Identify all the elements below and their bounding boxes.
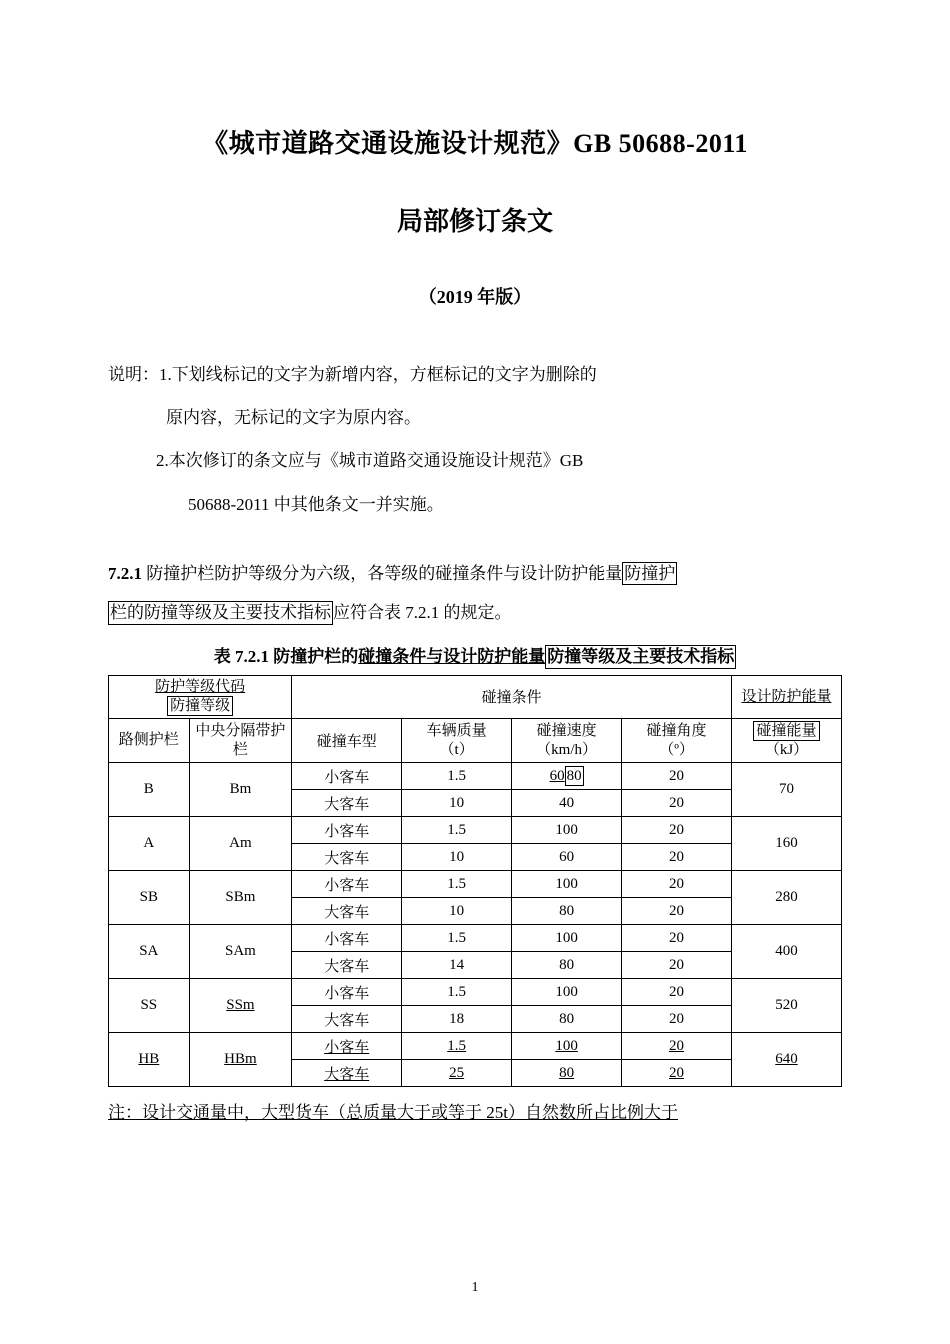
table-footnote: 注：设计交通量中，大型货车（总质量大于或等于 25t）自然数所占比例大于 [108,1103,678,1123]
header-collision-angle [622,719,732,763]
header-design-energy-inserted: 设计防护能量 [741,688,832,705]
clause-number: 7.2.1 [108,564,142,584]
cell-vehicle-mass: 1.5 [402,763,512,790]
header-vehicle-mass [402,719,512,763]
collision-conditions-table [108,675,842,1088]
table-header-row-2 [109,719,842,763]
cell-design-energy: 520 [731,979,841,1033]
cell-vehicle-mass: 1.5 [402,979,512,1006]
cell-median-level: Bm [189,763,292,817]
cell-collision-angle: 20 [622,871,732,898]
clause-text-part2: 应符合表 7.2.1 的规定。 [333,603,512,623]
cell-collision-speed: 80 [512,1006,622,1033]
cell-vehicle-mass: 10 [402,790,512,817]
cell-collision-speed: 40 [512,790,622,817]
cell-collision-speed: 100 [512,979,622,1006]
cell-collision-angle: 20 [622,1060,732,1087]
page-number: 1 [471,1280,479,1295]
cell-vehicle-type: 小客车 [292,979,402,1006]
header-collision-speed-line2: （km/h） [536,741,597,758]
cell-design-energy: 70 [731,763,841,817]
table-row [109,979,842,1006]
table-caption-inserted: 碰撞条件与设计防护能量 [358,647,546,667]
cell-collision-angle: 20 [622,763,732,790]
cell-design-energy: 400 [731,925,841,979]
header-level-code [109,675,292,719]
cell-collision-angle: 20 [622,898,732,925]
header-collision-conditions: 碰撞条件 [292,675,732,719]
cell-collision-speed: 80 [512,898,622,925]
cell-collision-speed: 80 [512,1060,622,1087]
cell-vehicle-mass: 14 [402,952,512,979]
cell-collision-speed: 100 [512,817,622,844]
cell-vehicle-type: 小客车 [292,925,402,952]
cell-vehicle-type: 大客车 [292,790,402,817]
cell-roadside-level: A [109,817,190,871]
note-line-1: 说明：1.下划线标记的文字为新增内容，方框标记的文字为删除的 [108,364,597,384]
header-level-code-deleted: 防撞等级 [167,696,233,716]
cell-collision-angle: 20 [622,979,732,1006]
cell-collision-speed: 80 [512,952,622,979]
clause-deleted-text-2: 栏的防撞等级及主要技术指标 [108,601,333,624]
table-row [109,763,842,790]
header-energy-unit-label: （kJ） [764,742,809,759]
clause-7-2-1 [108,554,842,632]
cell-design-energy: 160 [731,817,841,871]
page-subtitle: 局部修订条文 [396,207,553,237]
cell-design-energy: 640 [731,1033,841,1087]
explanatory-notes [108,353,842,526]
cell-collision-angle: 20 [622,817,732,844]
cell-vehicle-mass: 1.5 [402,817,512,844]
table-caption-prefix: 表 7.2.1 防撞护栏的 [213,647,359,667]
cell-collision-angle: 20 [622,1006,732,1033]
cell-collision-angle: 20 [622,952,732,979]
speed-deleted-value: 80 [565,766,584,787]
cell-median-level: HBm [189,1033,292,1087]
cell-roadside-level: SS [109,979,190,1033]
cell-vehicle-mass: 1.5 [402,1033,512,1060]
clause-deleted-text-1: 防撞护 [622,562,677,585]
speed-inserted-value: 60 [549,767,565,784]
table-caption [108,642,842,668]
cell-median-level: SAm [189,925,292,979]
note-line-2: 原内容，无标记的文字为原内容。 [166,408,421,428]
cell-collision-speed: 60 [512,844,622,871]
document-version: （2019 年版） [418,286,532,307]
header-median-barrier [189,719,292,763]
cell-median-level: SSm [189,979,292,1033]
header-collision-speed [512,719,622,763]
cell-vehicle-type: 小客车 [292,817,402,844]
header-energy-deleted: 碰撞能量 [753,721,819,741]
note-line-4: 50688-2011 中其他条文一并实施。 [188,494,444,514]
table-row [109,1033,842,1060]
header-collision-speed-line1: 碰撞速度 [536,722,597,739]
cell-vehicle-mass: 10 [402,844,512,871]
cell-collision-angle: 20 [622,925,732,952]
clause-text-part1: 防撞护栏防护等级分为六级，各等级的碰撞条件与设计防护能量 [146,564,623,584]
header-level-code-inserted: 防护等级代码 [155,678,246,695]
table-caption-deleted: 防撞等级及主要技术指标 [545,645,736,668]
cell-vehicle-mass: 10 [402,898,512,925]
cell-vehicle-type: 大客车 [292,844,402,871]
note-line-3: 2.本次修订的条文应与《城市道路交通设施设计规范》GB [156,451,584,471]
header-energy-unit [731,719,841,763]
cell-roadside-level: SB [109,871,190,925]
header-vehicle-type: 碰撞车型 [292,719,402,763]
table-row [109,871,842,898]
header-collision-angle-line2: （º） [659,741,694,758]
cell-vehicle-type: 小客车 [292,1033,402,1060]
cell-vehicle-type: 大客车 [292,952,402,979]
header-collision-angle-line1: 碰撞角度 [646,722,707,739]
table-row [109,925,842,952]
header-roadside-barrier-label: 路侧护栏 [118,732,179,749]
cell-collision-speed [512,763,622,790]
page-title: 《城市道路交通设施设计规范》GB 50688-2011 [202,129,748,158]
cell-vehicle-type: 小客车 [292,871,402,898]
cell-vehicle-type: 大客车 [292,898,402,925]
cell-collision-speed: 100 [512,1033,622,1060]
table-header-row-1 [109,675,842,719]
cell-roadside-level: SA [109,925,190,979]
cell-vehicle-mass: 18 [402,1006,512,1033]
header-vehicle-mass-line2: （t） [439,741,474,758]
cell-roadside-level: HB [109,1033,190,1087]
cell-vehicle-type: 小客车 [292,763,402,790]
cell-collision-speed: 100 [512,871,622,898]
header-vehicle-mass-line1: 车辆质量 [426,722,487,739]
cell-vehicle-mass: 1.5 [402,925,512,952]
cell-roadside-level: B [109,763,190,817]
header-median-barrier-label: 中央分隔带护栏 [195,722,286,758]
header-roadside-barrier [109,719,190,763]
header-design-energy [731,675,841,719]
cell-median-level: SBm [189,871,292,925]
cell-vehicle-mass: 1.5 [402,871,512,898]
cell-vehicle-type: 大客车 [292,1060,402,1087]
cell-collision-angle: 20 [622,844,732,871]
table-row [109,817,842,844]
cell-vehicle-mass: 25 [402,1060,512,1087]
cell-vehicle-type: 大客车 [292,1006,402,1033]
cell-collision-speed: 100 [512,925,622,952]
cell-design-energy: 280 [731,871,841,925]
cell-collision-angle: 20 [622,790,732,817]
cell-median-level: Am [189,817,292,871]
cell-collision-angle: 20 [622,1033,732,1060]
